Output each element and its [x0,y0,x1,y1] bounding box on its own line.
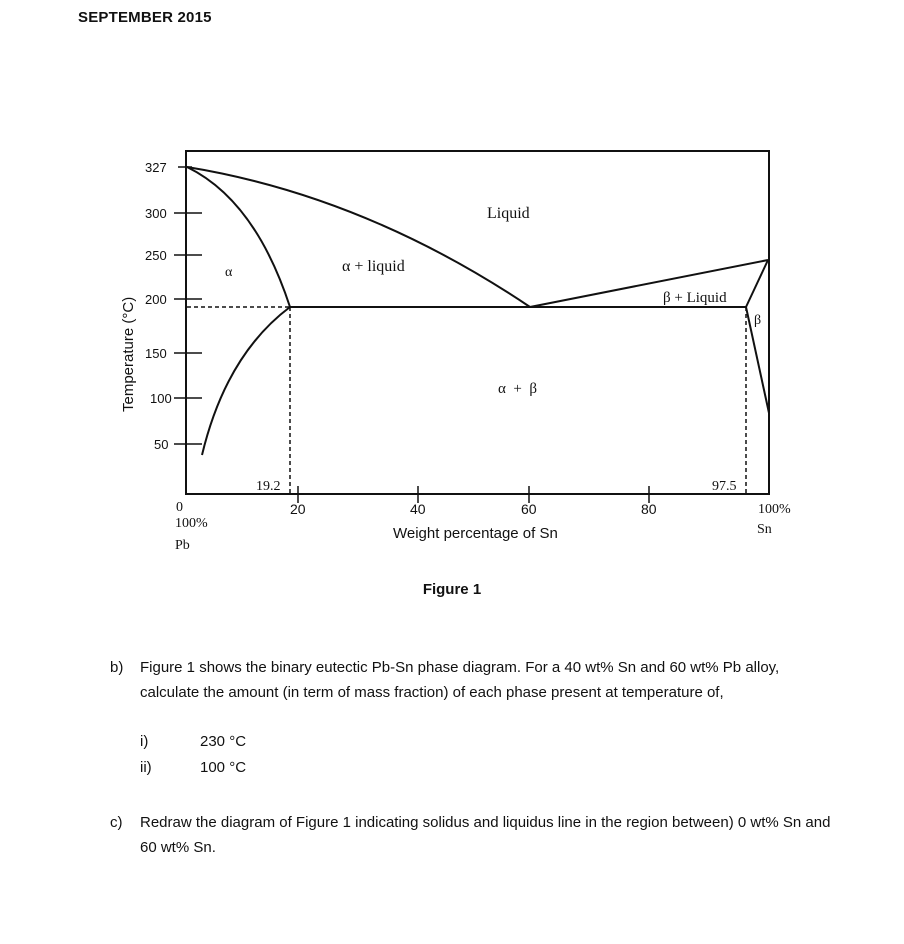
marker-19-2: 19.2 [256,479,281,494]
liquidus-curve-pb [187,167,530,307]
y-axis-ticks [174,167,202,444]
y-axis-title: Temperature (°C) [120,296,137,412]
region-alpha-liquid: α + liquid [342,258,405,275]
origin-label: 0 [176,500,183,515]
dashed-guides [187,307,746,494]
region-beta: β [754,313,762,328]
question-b-item-value: 230 °C [200,733,247,750]
region-beta-liquid: β + Liquid [663,290,727,306]
phase-boundaries [187,167,769,455]
marker-97-5: 97.5 [712,479,737,494]
question-b-item-label: ii) [140,759,152,776]
diagram-frame [186,151,769,494]
x-axis-title: Weight percentage of Sn [393,525,558,542]
solvus-curve-alpha [202,307,290,455]
x-tick-label: 40 [410,501,426,517]
y-tick-label: 50 [154,437,169,452]
region-liquid: Liquid [487,205,530,222]
x-tick-label: 80 [641,501,657,517]
exam-date-header: SEPTEMBER 2015 [78,9,212,26]
y-tick-label: 100 [150,391,172,406]
right-end-percent: 100% [758,502,791,517]
solidus-curve-pb [187,167,290,307]
right-end-element: Sn [757,522,772,537]
question-b-label: b) [110,659,124,676]
y-tick-label: 150 [145,346,167,361]
left-end-percent: 100% [175,516,208,531]
region-alpha: α [225,265,233,280]
y-tick-label: 250 [145,248,167,263]
left-end-element: Pb [175,538,190,553]
x-tick-label: 20 [290,501,306,517]
y-tick-label: 200 [145,292,167,307]
figure-caption: Figure 1 [422,581,482,598]
question-c-text: Redraw the diagram of Figure 1 indicating solidus and liquidus line in the region between) 0 wt% Sn and 60 wt% Sn. [140,814,831,856]
question-b-item-label: i) [140,733,149,750]
solidus-line-sn [746,260,768,307]
region-alpha-beta: α + β [498,381,537,397]
question-b-item-value: 100 °C [200,759,247,776]
question-c-label: c) [110,814,123,831]
y-tick-label: 327 [145,160,167,175]
x-tick-label: 60 [521,501,537,517]
question-b-text: Figure 1 shows the binary eutectic Pb-Sn phase diagram. For a 40 wt% Sn and 60 wt% Pb alloy, calculate the amount (in term of mass fraction) of each phase present at temperature of, [140,659,780,701]
y-tick-label: 300 [145,206,167,221]
liquidus-line-sn [530,260,768,307]
